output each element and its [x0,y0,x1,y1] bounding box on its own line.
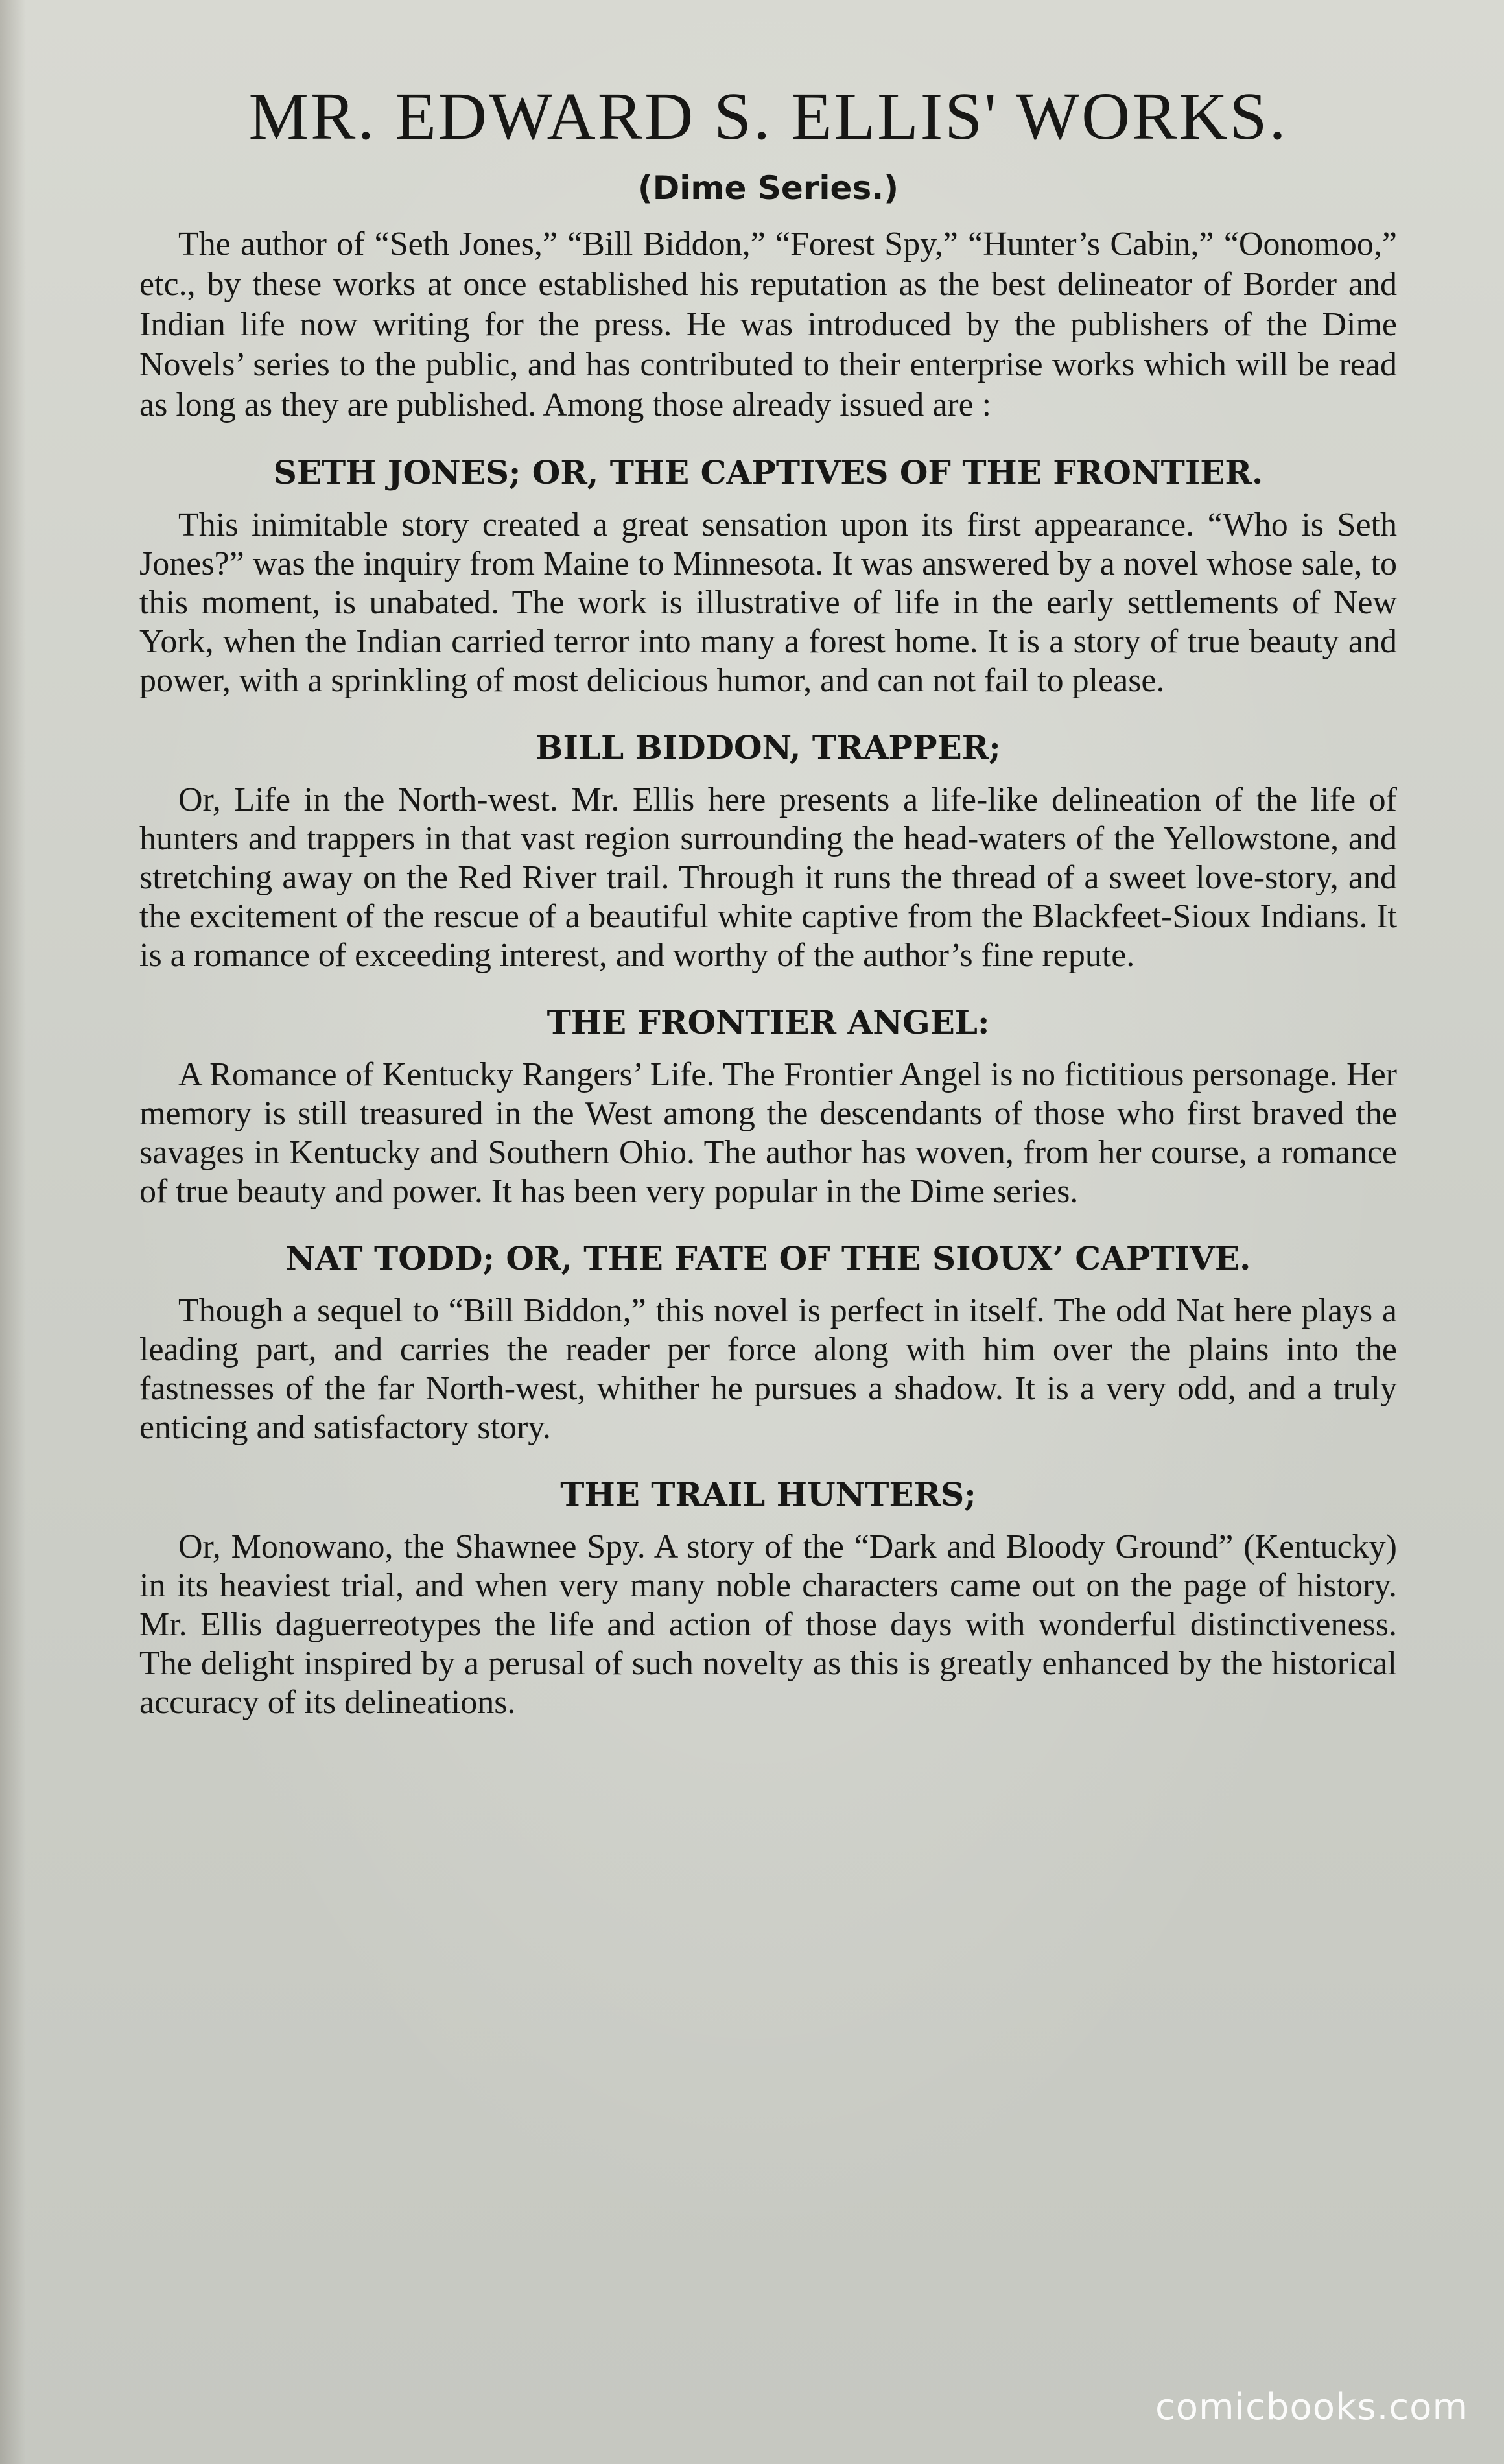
section-heading: THE TRAIL HUNTERS; [560,1475,976,1513]
page-subtitle: (Dime Series.) [637,169,899,207]
page-edge-shadow [0,0,26,2464]
section-nat-todd [139,1237,1397,1447]
section-heading: NAT TODD; OR, THE FATE OF THE SIOUX’ CAPTIVE. [285,1239,1251,1277]
section-trail-hunters [139,1473,1397,1722]
section-frontier-angel [139,1001,1397,1211]
page-title: MR. EDWARD S. ELLIS' WORKS. [248,79,1288,154]
site-watermark: comicbooks.com [1155,2386,1468,2428]
section-heading: BILL BIDDON, TRAPPER; [535,728,1001,766]
section-bill-biddon [139,726,1397,975]
section-heading: SETH JONES; OR, THE CAPTIVES OF THE FRONTIER. [273,453,1263,492]
section-body: A Romance of Kentucky Rangers’ Life. The Frontier Angel is no fictitious personage. Her memory is still treasured in the West among the descendants of those who first braved the savages in Kentucky and Southern Ohio. The author has woven, from her course, a romance of true beauty and power. It has been very popular in the Dime series. [139,1056,1397,1210]
page-content [139,78,1397,1722]
intro-paragraph: The author of “Seth Jones,” “Bill Biddon,” “Forest Spy,” “Hunter’s Cabin,” “Oonomoo,” etc., by these works at once established his reputation as the best delineator of Border and Indian life now writing for the press. He was introduced by the publishers of the Dime Novels’ series to the public, and has contributed to their enterprise works which will be read as long as they are published. Among those already issued are : [139,226,1397,423]
section-seth-jones [139,451,1397,700]
section-body: Or, Monowano, the Shawnee Spy. A story of the “Dark and Bloody Ground” (Kentucky) in its heaviest trial, and when very many noble characters came out on the page of history. Mr. Ellis daguerreotypes the life and action of those days with wonderful distinctiveness. The delight inspired by a perusal of such novelty as this is greatly enhanced by the historical accuracy of its delineations. [139,1528,1397,1721]
section-body: This inimitable story created a great sensation upon its first appearance. “Who is Seth Jones?” was the inquiry from Maine to Minnesota. It was answered by a novel whose sale, to this moment, is unabated. The work is illustrative of life in the early settlements of New York, when the Indian carried terror into many a forest home. It is a story of true beauty and power, with a sprinkling of most delicious humor, and can not fail to please. [139,506,1397,699]
section-body: Though a sequel to “Bill Biddon,” this novel is perfect in itself. The odd Nat here plays a leading part, and carries the reader per force along with him over the plains into the fastnesses of the far North-west, whither he pursues a shadow. It is a very odd, and a truly enticing and satisfactory story. [139,1292,1397,1446]
section-body: Or, Life in the North-west. Mr. Ellis here presents a life-like delineation of the life of hunters and trappers in that vast region surrounding the head-waters of the Yellowstone, and stretching away on the Red River trail. Through it runs the thread of a sweet love-story, and the excitement of the rescue of a beautiful white captive from the Blackfeet-Sioux Indians. It is a romance of exceeding interest, and worthy of the author’s fine repute. [139,781,1397,974]
section-heading: THE FRONTIER ANGEL: [546,1003,990,1041]
